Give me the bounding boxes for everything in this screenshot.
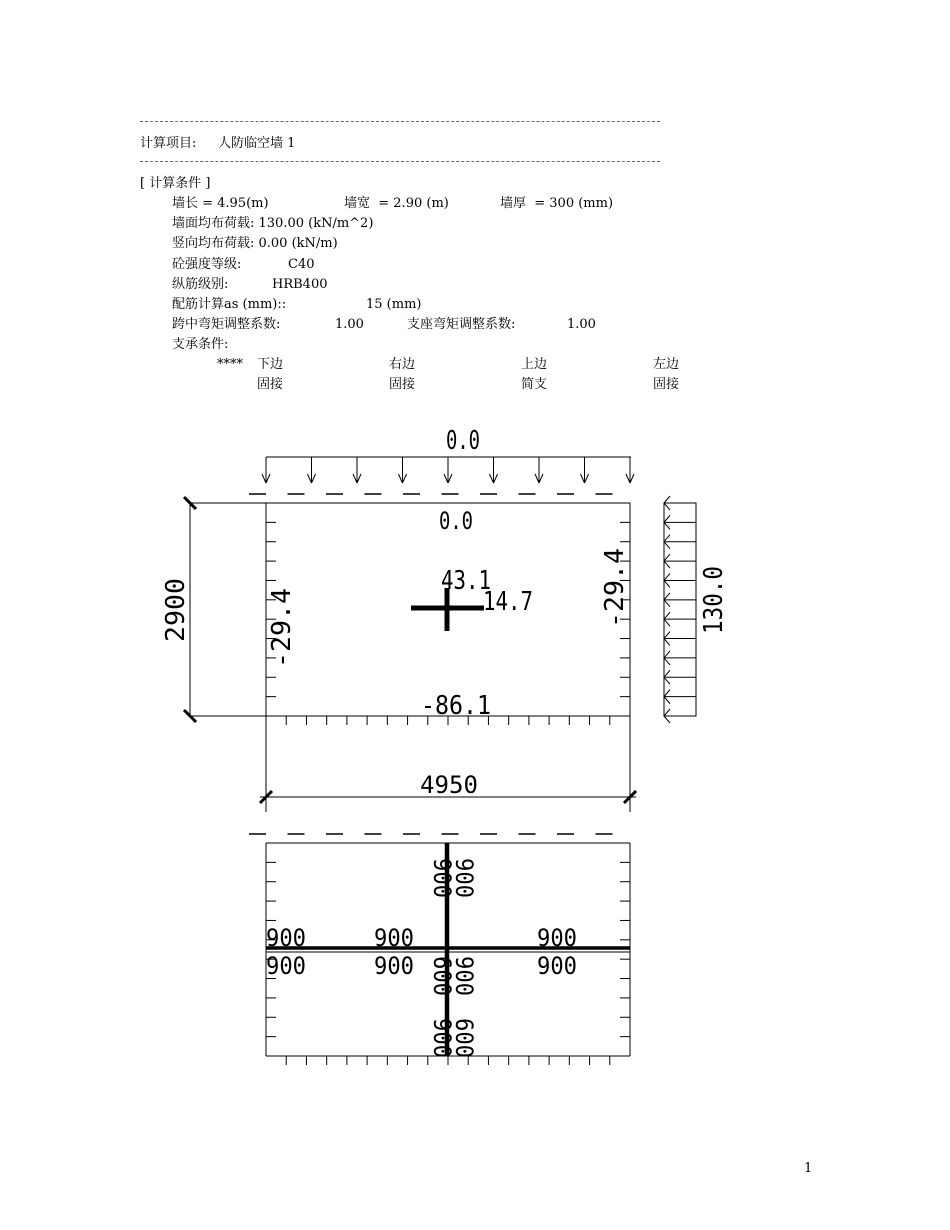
side-load-box [664,503,696,716]
rebar-v-mid-left: 600 [428,956,456,1000]
side-load-arrow-head [664,651,670,658]
side-load-arrow-head [664,658,670,665]
side-load-arrow-head [664,561,670,568]
load-arrow-head [399,474,403,483]
left-moment-label: -29.4 [267,589,297,668]
top-load-label: 0.0 [446,426,480,456]
rebar-v-bot-right: 600 [450,1018,478,1062]
rebar-v-bot-left: 900 [428,1018,456,1062]
side-load-arrow-head [664,690,670,697]
load-arrow-head [357,474,361,483]
load-arrow-head [535,474,539,483]
side-load-arrow-head [664,573,670,580]
side-load-arrow-head [664,503,670,510]
rebar-v-top-right: 900 [450,858,478,902]
top-load-arrows [262,457,634,483]
center-y-moment: 14.7 [483,587,533,617]
page-number: 1 [804,1161,813,1176]
load-arrow-head [266,474,270,483]
support-coef-label: 支座弯矩调整系数: [407,317,516,332]
edge-right-type: 固接 [389,377,416,392]
rebar-value: HRB400 [272,277,328,292]
edge-top: 上边 [521,357,548,372]
rebar-h-right-below: 900 [537,952,577,980]
side-load-arrow-head [664,670,670,677]
load-arrow-head [353,474,357,483]
midspan-label: 跨中弯矩调整系数: [172,317,281,332]
rebar-h-mid-below: 900 [374,952,414,980]
side-load-arrow-head [664,554,670,561]
side-load-arrow-head [664,593,670,600]
load-arrow-head [403,474,407,483]
side-load-arrow-head [664,522,670,529]
center-x-moment: 43.1 [441,566,491,596]
side-load-arrow-head [664,677,670,684]
load-arrow-head [308,474,312,483]
project-name: 人防临空墙 1 [218,136,296,151]
side-load-arrow-head [664,542,670,549]
rebar-h-left-below: 900 [266,952,306,980]
rebar-labels [266,858,577,1062]
rebar-h-mid-above: 900 [374,924,414,952]
project-label: 计算项目: [140,136,197,151]
support-marker: **** [217,357,243,372]
side-load-arrows [664,496,696,723]
rebar-h-right-above: 900 [537,924,577,952]
side-load-label: 130.0 [699,555,729,634]
as-value: 15 (mm) [366,297,422,312]
edge-bottom-type: 固接 [257,377,284,392]
side-load-arrow-head [664,612,670,619]
side-load-arrow-head [664,515,670,522]
uniform-load: 墙面均布荷载: 130.00 (kN/m^2) [172,216,374,231]
vertical-load: 竖向均布荷载: 0.00 (kN/m) [172,236,338,251]
wall-width: 墙宽 = 2.90 (m) [344,196,449,211]
load-arrow-head [626,474,630,483]
load-arrow-head [630,474,634,483]
right-moment-label: -29.4 [600,549,630,628]
side-load-arrow-head [664,709,670,716]
edge-left-type: 固接 [653,377,680,392]
wall-length: 墙长 = 4.95(m) [172,196,269,211]
top-moment-label: 0.0 [439,507,473,535]
concrete-value: C40 [288,257,315,272]
side-load-arrow-head [664,580,670,587]
edge-left: 左边 [653,357,680,372]
edge-top-type: 简支 [521,377,548,392]
rebar-h-left-above: 900 [266,924,306,952]
load-arrow-head [490,474,494,483]
midspan-value: 1.00 [335,317,364,332]
edge-right: 右边 [389,357,416,372]
load-arrow-head [312,474,316,483]
concrete-label: 砼强度等级: [172,257,242,272]
rebar-label: 纵筋级别: [172,277,229,292]
side-load-arrow-head [664,632,670,639]
load-arrow-head [494,474,498,483]
height-dim-label: 2900 [161,579,191,642]
as-label: 配筋计算as (mm):: [172,297,287,312]
load-arrow-head [539,474,543,483]
conditions-title: [ 计算条件 ] [140,176,211,191]
rebar-v-mid-right: 900 [450,956,478,1000]
length-dim-label: 4950 [420,771,478,799]
side-load-arrow-head [664,639,670,646]
load-arrow-head [448,474,452,483]
load-arrow-head [581,474,585,483]
wall-thickness: 墙厚 = 300 (mm) [500,196,614,211]
load-arrow-head [585,474,589,483]
side-load-arrow-head [664,619,670,626]
side-load-arrow-head [664,716,670,723]
load-arrow-head [262,474,266,483]
rebar-v-top-left: 900 [428,858,456,902]
side-load-arrow-head [664,496,670,503]
bottom-moment-label: -86.1 [421,691,491,721]
support-coef-value: 1.00 [567,317,596,332]
edge-bottom: 下边 [257,357,284,372]
side-load-arrow-head [664,697,670,704]
side-load-arrow-head [664,600,670,607]
load-arrow-head [444,474,448,483]
support-title: 支承条件: [172,337,229,352]
side-load-arrow-head [664,535,670,542]
